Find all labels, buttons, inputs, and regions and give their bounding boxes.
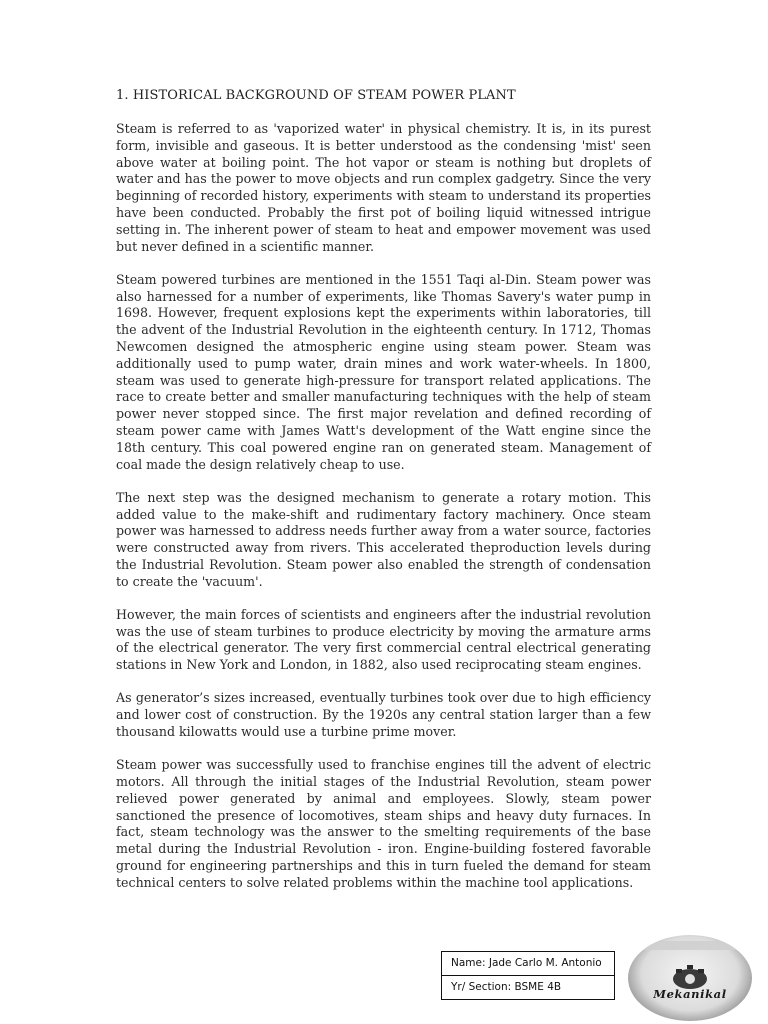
- paragraph-3: The next step was the designed mechanism to generate a rotary motion. This added value to the make-shift and rudimentary factory machinery. Once steam power was harnessed to address needs further away from a water source, factories were constructed away from rivers. This accelerated theproduction levels during the Industrial Revolution. Steam power also enabled the strength of condensation to create the 'vacuum'.: [116, 489, 651, 589]
- logo-wordmark: Mekanikal: [653, 987, 727, 1001]
- section-heading: 1. HISTORICAL BACKGROUND OF STEAM POWER PLANT: [116, 88, 516, 103]
- paragraph-1: Steam is referred to as 'vaporized water' in physical chemistry. It is, in its purest form, invisible and gaseous. It is better understood as the condensing 'mist' seen above water at boiling point. The hot vapor or steam is nothing but droplets of water and has the power to move objects and run complex gadgetry. Since the very beginning of recorded history, experiments with steam to understand its properties have been conducted. Probably the first pot of boiling liquid witnessed intrigue setting in. The inherent power of steam to heat and empower movement was used but never defined in a scientific manner.: [116, 121, 651, 254]
- student-name: Name: Jade Carlo M. Antonio: [451, 957, 602, 969]
- paragraph-6: Steam power was successfully used to franchise engines till the advent of electric motors. All through the initial stages of the Industrial Revolution, steam power relieved power generated by animal and employees. Slowly, steam power sanctioned the presence of locomotives, steam ships and heavy duty furnaces. In fact, steam technology was the answer to the smelting requirements of the base metal during the Industrial Revolution - iron. Engine-building fostered favorable ground for engineering partnerships and this in turn fueled the demand for steam technical centers to solve related problems within the machine tool applications.: [116, 757, 651, 890]
- paragraph-5: As generator’s sizes increased, eventually turbines took over due to high efficiency and lower cost of construction. By the 1920s any central station larger than a few thousand kilowatts would use a turbine prime mover.: [116, 690, 651, 740]
- student-section: Yr/ Section: BSME 4B: [442, 975, 614, 999]
- paragraph-2: Steam powered turbines are mentioned in the 1551 Taqi al-Din. Steam power was also harnessed for a number of experiments, like Thomas Savery's water pump in 1698. However, frequent explosions kept the experiments within laboratories, till the advent of the Industrial Revolution in the eighteenth century. In 1712, Thomas Newcomen designed the atmospheric engine using steam power. Steam was additionally used to pump water, drain mines and work water-wheels. In 1800, steam was used to generate high-pressure for transport related applications. The race to create better and smaller manufacturing techniques with the help of steam power never stopped since. The first major revelation and defined recording of steam power came with James Watt's development of the Watt engine since the 18th century. This coal powered engine ran on generated steam. Management of coal made the design relatively cheap to use.: [116, 271, 651, 472]
- logo-banner-strip: [642, 941, 738, 950]
- body-text: [116, 121, 651, 908]
- mekanikal-logo: [628, 935, 752, 1021]
- paragraph-4: However, the main forces of scientists and engineers after the industrial revolution was the use of steam turbines to produce electricity by moving the armature arms of the electrical generator. The very first commercial central electrical generating stations in New York and London, in 1882, also used reciprocating steam engines.: [116, 606, 651, 673]
- student-info-box: [441, 951, 615, 1000]
